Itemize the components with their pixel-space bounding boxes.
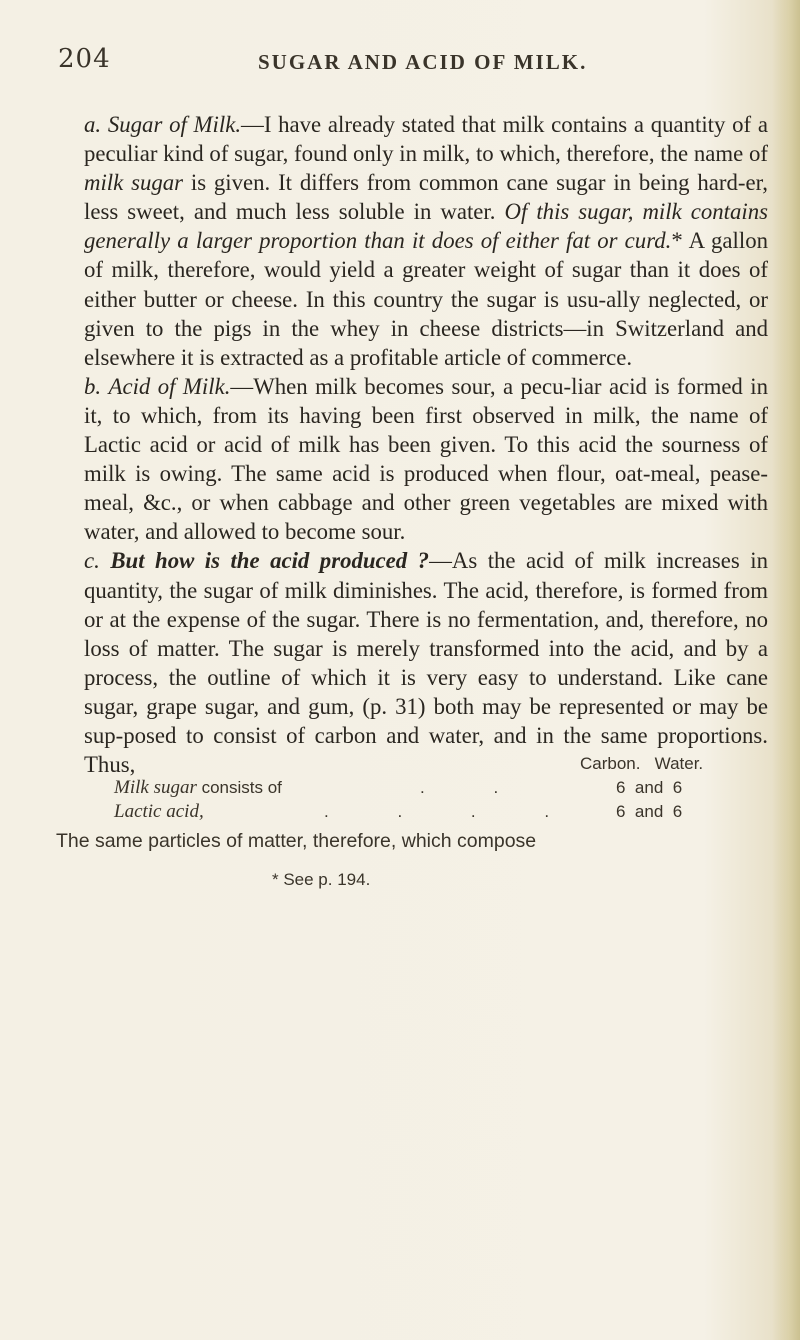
table-row [114,800,683,824]
paragraph-c-title: But how is the acid produced ? [110,548,430,574]
footnote-mark: * [671,228,683,254]
paragraph-b-title: Acid of Milk. [108,373,231,399]
paragraph-a-label: a. [84,112,102,137]
leader-dots: . . . . [324,802,582,821]
page-edge-shadow [772,0,800,1340]
row-values [616,800,682,824]
carbon-value: 6 [616,802,626,821]
paragraph-b-text: —When milk becomes sour, a pecu-liar acid is formed in it, to which, from its having been first observed in milk, the name of Lactic acid or acid of milk has been given. To this acid the sourness of milk is owing. The same acid is produced when flour, oat-meal, pease-meal, &c., or when cabbage and other green vegetables are mixed with water, and allowed to become sour. [84,373,768,545]
row-label-rest: consists of [196,778,282,797]
row-label-emphasis: Lactic acid, [114,801,204,822]
row-values [616,776,682,800]
paragraph-c-label: c. [84,548,100,574]
row-label-emphasis: Milk sugar [114,777,197,798]
table-header [580,752,703,776]
leader-dots: . . [420,778,531,797]
paragraph-a-title: Sugar of Milk. [107,112,242,137]
running-head: SUGAR AND ACID OF MILK. [258,50,588,74]
column-water: Water. [654,754,704,773]
paragraph-a-text2: is given. It differs from common cane sugar in being hard-er, less sweet, and much less soluble in water. [84,170,769,225]
continuation-line: The same particles of matter, therefore, which compose [56,830,537,852]
carbon-value: 6 [616,778,626,797]
paragraph-a-text3: A gallon of milk, therefore, would yield a greater weight of sugar than it does of either butter or cheese. In this country the sugar is usu-ally neglected, or given to the pigs in the whey in cheese districts—in Switzerland and elsewhere it is extracted as a profitable article of commerce. [84,228,769,370]
and-word: and [634,778,664,797]
water-value: 6 [672,802,683,821]
paragraph-a-emph2: Of this sugar, milk contains generally a larger proportion than it does of either fat or curd. [84,199,768,254]
page-number: 204 [58,44,111,74]
paragraph-a-text1: —I have already stated that milk contains a quantity of a peculiar kind of sugar, found only in milk, to which, therefore, the name of [84,112,768,167]
page-reference: 31 [395,693,418,719]
paragraph-c-text2: ) both may be represented or may be sup-posed to consist of carbon and water, and in the same proportions. Thus, [84,693,769,778]
paragraph-b [56,372,768,547]
body-text [56,110,768,779]
paragraph-c [56,546,768,779]
and-word: and [634,802,664,821]
paragraph-a [56,110,768,372]
paragraph-b-label: b. [84,373,102,399]
water-value: 6 [672,778,683,797]
paragraph-c-text1: —As the acid of milk increases in quantity, the sugar of milk diminishes. The acid, therefore, is formed from or at the expense of the sugar. There is no fermentation, and, therefore, no loss of matter. The sugar is merely transformed into the acid, and by a process, the outline of which it is very easy to understand. Like cane sugar, grape sugar, and gum, (p. [84,548,768,719]
footnote: * See p. 194. [272,870,371,889]
table-row [114,776,683,800]
column-carbon: Carbon. [580,754,641,773]
paragraph-a-emph1: milk sugar [84,170,184,196]
